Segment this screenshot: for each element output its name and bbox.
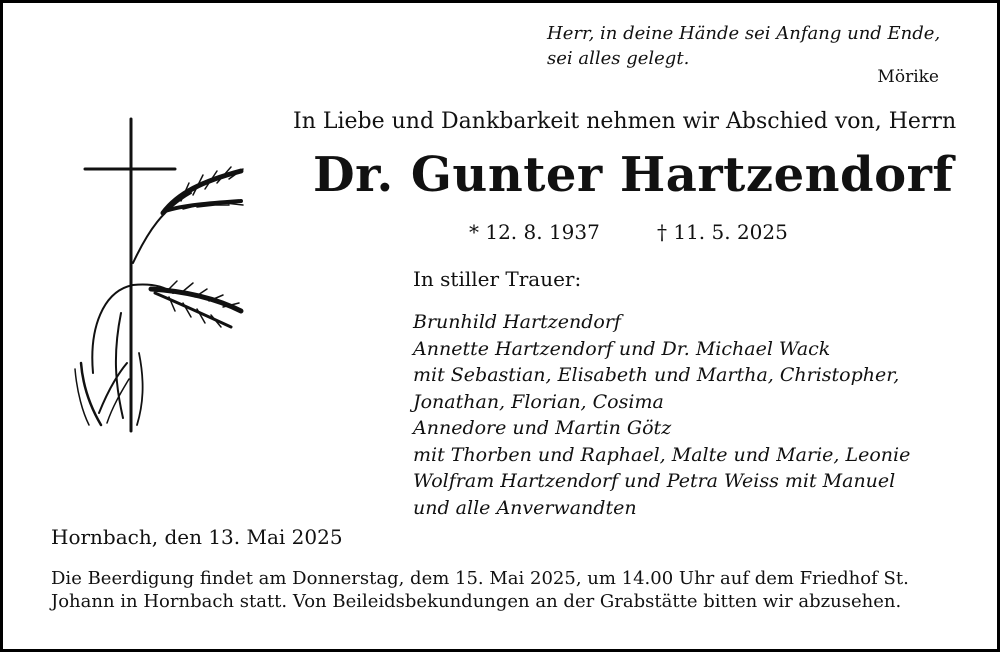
death-date: † 11. 5. 2025 <box>657 220 788 244</box>
mourning-label: In stiller Trauer: <box>413 267 582 291</box>
quote-author: Mörike <box>877 67 939 87</box>
funeral-notice: Die Beerdigung findet am Donnerstag, dem 15. Mai 2025, um 14.00 Uhr auf dem Friedhof St. Johann in Hornbach statt. Von Beileidsbekundungen an der Grabstätte bitten wir abzusehen. <box>51 568 909 612</box>
place-date: Hornbach, den 13. Mai 2025 <box>51 525 343 549</box>
mourners-list <box>413 309 910 521</box>
mourner-line: Annedore und Martin Götz <box>413 417 672 439</box>
birth-date: * 12. 8. 1937 <box>469 220 600 244</box>
mourner-line: und alle Anverwandten <box>413 496 637 519</box>
mourner-line: mit Thorben und Raphael, Malte und Marie, Leonie <box>413 443 911 466</box>
mourner-line: mit Sebastian, Elisabeth und Martha, Christopher, <box>413 364 900 386</box>
mourner-line: Wolfram Hartzendorf und Petra Weiss mit Manuel <box>413 470 896 492</box>
quote <box>547 21 940 71</box>
intro-text: In Liebe und Dankbarkeit nehmen wir Abschied von, Herrn <box>293 109 957 134</box>
quote-line: Herr, in deine Hände sei Anfang und Ende, <box>547 23 941 44</box>
quote-line: sei alles gelegt. <box>547 48 690 69</box>
mourner-line: Jonathan, Florian, Cosima <box>413 390 664 413</box>
mourner-line: Annette Hartzendorf und Dr. Michael Wack <box>413 337 831 360</box>
cross-with-wheat-icon <box>63 113 263 433</box>
deceased-name: Dr. Gunter Hartzendorf <box>313 147 954 203</box>
mourner-line: Brunhild Hartzendorf <box>413 311 621 333</box>
